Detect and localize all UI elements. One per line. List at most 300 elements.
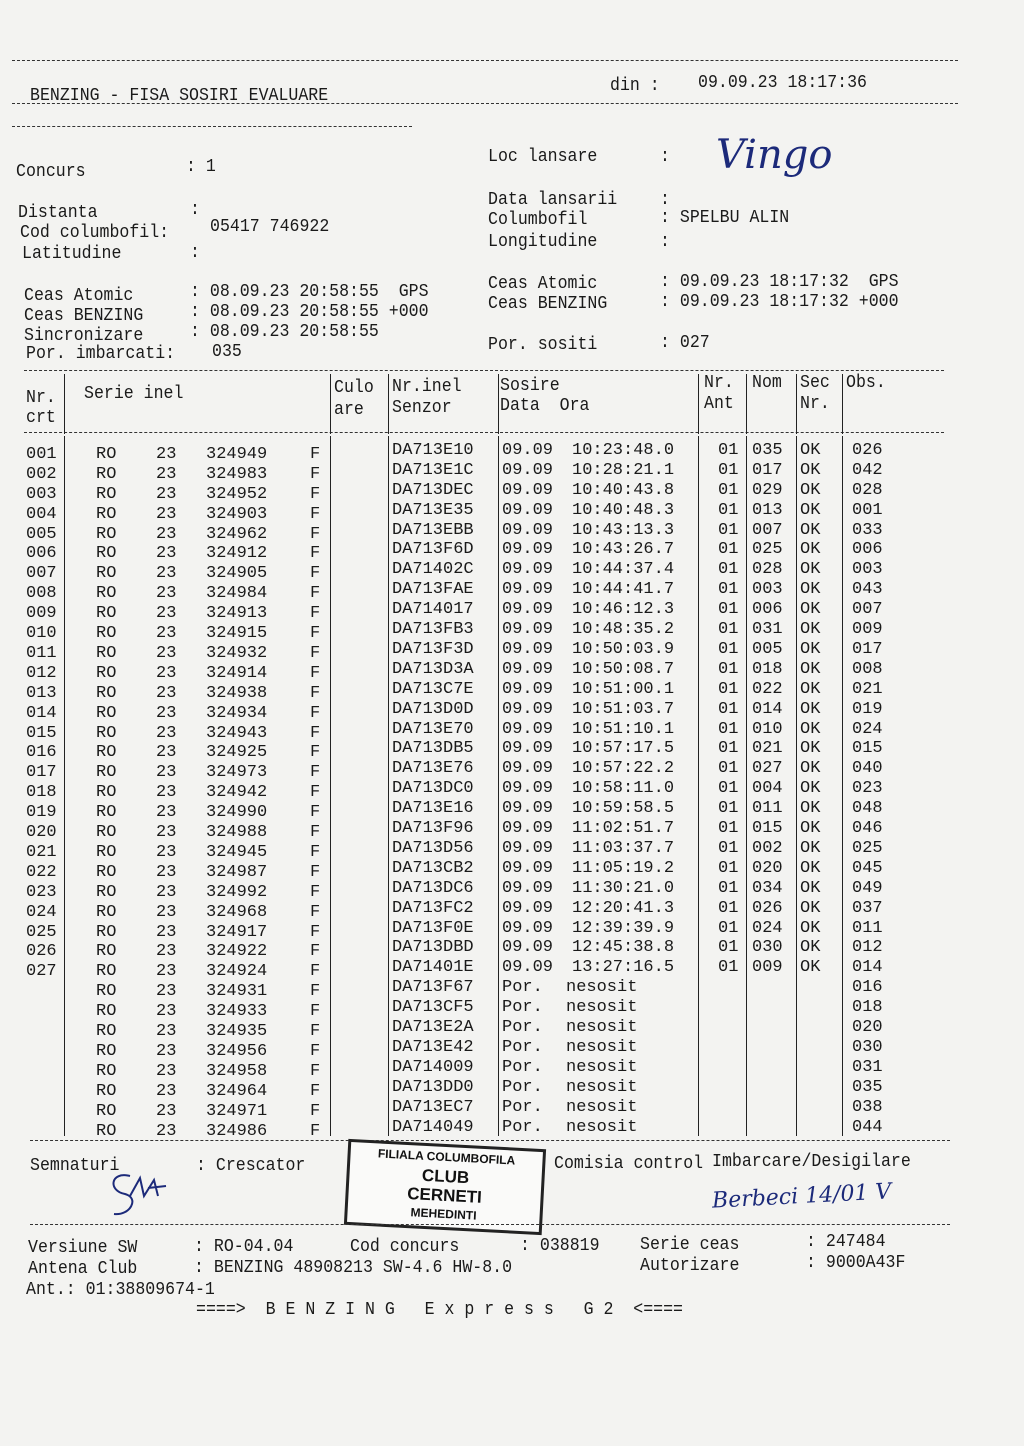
date-label: din : [610,76,660,96]
long-value: : [660,232,670,252]
sensor-id: DA713E76 [392,759,474,778]
arrival-date: 09.09 [502,899,554,918]
cod-label: Cod columbofil: [20,223,170,243]
sex: F [310,604,321,623]
arrival-date: 09.09 [502,759,554,778]
year: 23 [156,763,177,782]
ring-number: 324986 [206,1122,268,1141]
antenna: 01 [718,938,739,957]
sex: F [310,485,321,504]
sensor-id: DA713E2A [392,1018,474,1037]
arrival-time: nesosit [566,1078,638,1097]
sensor-id: DA713F3D [392,640,474,659]
obs: 014 [852,958,883,977]
ring-number: 324913 [206,604,268,623]
stamp-line: CLUB [421,1165,470,1188]
arrival-date: 09.09 [502,700,554,719]
arrival-time: nesosit [566,978,638,997]
autorizare-label: Autorizare [640,1256,740,1276]
obs: 012 [852,938,883,957]
arrival-time: nesosit [566,1098,638,1117]
sex: F [310,644,321,663]
versiune-value: : RO-04.04 [194,1237,294,1257]
sec-status: OK [800,899,821,918]
stamp-line: FILIALA COLUMBOFILA [377,1146,516,1168]
ring-number: 324962 [206,525,268,544]
obs: 009 [852,620,883,639]
sensor-id: DA713FAE [392,580,474,599]
serie-ceas-label: Serie ceas [640,1235,740,1255]
sec-status: OK [800,620,821,639]
nr-crt: 019 [26,803,57,822]
distanta-value: : [190,200,200,220]
club-stamp [344,1139,546,1235]
imbarcati-label: Por. imbarcati: [26,344,176,364]
arrival-date: 09.09 [502,720,554,739]
antenna: 01 [718,560,739,579]
ring-number: 324968 [206,903,268,922]
ring-number: 324915 [206,624,268,643]
arrival-time: 10:43:13.3 [572,521,675,540]
obs: 006 [852,540,883,559]
arrival-date: 09.09 [502,660,554,679]
sex: F [310,544,321,563]
column-divider [746,374,747,434]
country: RO [96,982,117,1001]
sec-status: OK [800,819,821,838]
nr-crt: 011 [26,644,57,663]
ring-number: 324990 [206,803,268,822]
arrival-time: nesosit [566,1038,638,1057]
ring-number: 324992 [206,883,268,902]
obs: 025 [852,839,883,858]
col-sec-nr: Nr. [800,394,830,414]
long-label: Longitudine [488,232,598,252]
ring-number: 324952 [206,485,268,504]
sec-status: OK [800,739,821,758]
col-obs: Obs. [846,373,886,393]
sec-status: OK [800,879,821,898]
year: 23 [156,525,177,544]
arrival-time: 12:39:39.9 [572,919,675,938]
nom: 026 [752,899,783,918]
arrival-date: 09.09 [502,580,554,599]
year: 23 [156,485,177,504]
country: RO [96,465,117,484]
col-senzor: Senzor [392,398,452,418]
obs: 018 [852,998,883,1017]
print-date: 09.09.23 18:17:36 [698,73,867,93]
arrival-date: 09.09 [502,521,554,540]
sex: F [310,783,321,802]
country: RO [96,863,117,882]
arrival-time: 10:23:48.0 [572,441,675,460]
antenna: 01 [718,759,739,778]
divider [30,1140,950,1141]
nr-crt: 026 [26,942,57,961]
comisia-label: Comisia control [554,1154,704,1174]
sensor-id: DA713E70 [392,720,474,739]
column-divider [796,436,797,1136]
year: 23 [156,684,177,703]
sensor-id: DA713DBD [392,938,474,957]
column-divider [498,436,499,1136]
arrival-date: Por. [502,1018,543,1037]
antenna: 01 [718,521,739,540]
ring-number: 324917 [206,923,268,942]
antenna: 01 [718,640,739,659]
nom: 020 [752,859,783,878]
year: 23 [156,544,177,563]
antena-label: Antena Club [28,1259,138,1279]
country: RO [96,564,117,583]
col-serie: Serie inel [84,384,184,404]
sec-status: OK [800,859,821,878]
ceas-atomic-label: Ceas Atomic [24,286,134,306]
sec-status: OK [800,441,821,460]
nom: 004 [752,779,783,798]
sec-status: OK [800,521,821,540]
arrival-time: 10:44:37.4 [572,560,675,579]
nr-crt: 017 [26,763,57,782]
ring-number: 324958 [206,1062,268,1081]
sensor-id: DA713FB3 [392,620,474,639]
arrival-time: 11:03:37.7 [572,839,675,858]
ring-number: 324943 [206,724,268,743]
sec-status: OK [800,501,821,520]
country: RO [96,883,117,902]
sex: F [310,763,321,782]
ring-number: 324956 [206,1042,268,1061]
brand-line: ====> B E N Z I N G E x p r e s s G 2 <==== [196,1300,683,1320]
nr-crt: 027 [26,962,57,981]
country: RO [96,1002,117,1021]
sex: F [310,843,321,862]
obs: 023 [852,779,883,798]
col-ant: Ant [704,394,734,414]
column-divider [64,436,65,1136]
ring-number: 324914 [206,664,268,683]
country: RO [96,724,117,743]
arrival-date: Por. [502,978,543,997]
sex: F [310,624,321,643]
sensor-id: DA714017 [392,600,474,619]
ring-number: 324922 [206,942,268,961]
obs: 003 [852,560,883,579]
sensor-id: DA713CF5 [392,998,474,1017]
sensor-id: DA713DD0 [392,1078,474,1097]
sec-status: OK [800,580,821,599]
year: 23 [156,644,177,663]
ceas-benzing-end-label: Ceas BENZING [488,294,608,314]
ring-number: 324924 [206,962,268,981]
sex: F [310,1062,321,1081]
sex: F [310,883,321,902]
imbarcare-label: Imbarcare/Desigilare [712,1152,911,1172]
country: RO [96,664,117,683]
year: 23 [156,1102,177,1121]
year: 23 [156,863,177,882]
arrival-time: 12:20:41.3 [572,899,675,918]
antenna: 01 [718,461,739,480]
nom: 027 [752,759,783,778]
arrival-date: 09.09 [502,540,554,559]
antenna: 01 [718,779,739,798]
cod-value: 05417 746922 [210,217,330,237]
obs: 038 [852,1098,883,1117]
arrival-time: 10:58:11.0 [572,779,675,798]
arrival-time: 11:02:51.7 [572,819,675,838]
year: 23 [156,564,177,583]
obs: 016 [852,978,883,997]
nom: 025 [752,540,783,559]
arrival-date: 09.09 [502,879,554,898]
nom: 022 [752,680,783,699]
arrival-time: 11:30:21.0 [572,879,675,898]
year: 23 [156,843,177,862]
country: RO [96,962,117,981]
nom: 034 [752,879,783,898]
sex: F [310,823,321,842]
arrival-time: 10:51:00.1 [572,680,675,699]
column-divider [746,436,747,1136]
antenna: 01 [718,739,739,758]
columbofil-value: : SPELBU ALIN [660,208,790,228]
arrival-date: 09.09 [502,501,554,520]
col-sec: Sec [800,373,830,393]
stamp-line: MEHEDINTI [410,1205,477,1223]
arrival-date: 09.09 [502,819,554,838]
year: 23 [156,982,177,1001]
sensor-id: DA713D3A [392,660,474,679]
nom: 029 [752,481,783,500]
country: RO [96,445,117,464]
distanta-label: Distanta [18,203,98,223]
col-nr: Nr. [26,388,56,408]
autorizare-value: : 9000A43F [806,1253,906,1273]
antenna: 01 [718,899,739,918]
nom: 011 [752,799,783,818]
obs: 048 [852,799,883,818]
arrival-date: 09.09 [502,461,554,480]
sensor-id: DA713E16 [392,799,474,818]
ring-number: 324905 [206,564,268,583]
sex: F [310,465,321,484]
arrival-time: 10:43:26.7 [572,540,675,559]
arrival-time: 10:51:03.7 [572,700,675,719]
sensor-id: DA714009 [392,1058,474,1077]
sensor-id: DA713CB2 [392,859,474,878]
arrival-time: 10:50:03.9 [572,640,675,659]
cod-concurs-label: Cod concurs [350,1237,460,1257]
arrival-time: 10:51:10.1 [572,720,675,739]
col-nr-ant: Nr. [704,373,734,393]
arrival-time: nesosit [566,1118,638,1137]
antenna: 01 [718,958,739,977]
arrival-time: nesosit [566,1058,638,1077]
country: RO [96,544,117,563]
nom: 014 [752,700,783,719]
arrival-date: 09.09 [502,739,554,758]
country: RO [96,684,117,703]
nr-crt: 001 [26,445,57,464]
sec-status: OK [800,779,821,798]
year: 23 [156,1122,177,1141]
sex: F [310,525,321,544]
sec-status: OK [800,720,821,739]
arrival-time: 10:57:22.2 [572,759,675,778]
obs: 030 [852,1038,883,1057]
crescator-label: : Crescator [196,1156,306,1176]
nr-crt: 025 [26,923,57,942]
sensor-id: DA713F96 [392,819,474,838]
obs: 033 [852,521,883,540]
obs: 037 [852,899,883,918]
year: 23 [156,624,177,643]
year: 23 [156,604,177,623]
ceas-atomic-end-value: : 09.09.23 18:17:32 GPS [660,272,899,292]
ring-number: 324987 [206,863,268,882]
arrival-date: 09.09 [502,919,554,938]
sex: F [310,1122,321,1141]
year: 23 [156,724,177,743]
arrival-time: 13:27:16.5 [572,958,675,977]
ring-number: 324984 [206,584,268,603]
ring-number: 324934 [206,704,268,723]
year: 23 [156,923,177,942]
col-nom: Nom [752,373,782,393]
sec-status: OK [800,540,821,559]
divider [12,126,412,127]
sec-status: OK [800,600,821,619]
arrival-date: 09.09 [502,560,554,579]
sensor-id: DA713FC2 [392,899,474,918]
nr-crt: 018 [26,783,57,802]
obs: 019 [852,700,883,719]
sensor-id: DA71401E [392,958,474,977]
arrival-time: 10:57:17.5 [572,739,675,758]
sec-status: OK [800,938,821,957]
nom: 028 [752,560,783,579]
obs: 015 [852,739,883,758]
nom: 009 [752,958,783,977]
sec-status: OK [800,560,821,579]
obs: 045 [852,859,883,878]
obs: 040 [852,759,883,778]
concurs-label: Concurs [16,162,86,182]
column-divider [796,374,797,434]
ring-number: 324931 [206,982,268,1001]
antenna-id: Ant.: 01:38809674-1 [26,1280,215,1300]
year: 23 [156,1042,177,1061]
country: RO [96,942,117,961]
obs: 031 [852,1058,883,1077]
column-divider [698,436,699,1136]
lat-label: Latitudine [22,244,122,264]
sec-status: OK [800,958,821,977]
nom: 031 [752,620,783,639]
nr-crt: 008 [26,584,57,603]
columbofil-label: Columbofil [488,210,588,230]
sex: F [310,923,321,942]
arrival-date: 09.09 [502,799,554,818]
arrival-date: Por. [502,1038,543,1057]
year: 23 [156,903,177,922]
nr-crt: 023 [26,883,57,902]
sensor-id: DA713EBB [392,521,474,540]
arrival-date: 09.09 [502,600,554,619]
sensor-id: DA713F0E [392,919,474,938]
breeder-signature [100,1166,170,1222]
arrival-date: 09.09 [502,938,554,957]
sensor-id: DA713E10 [392,441,474,460]
sex: F [310,863,321,882]
nr-crt: 020 [26,823,57,842]
loc-value: Vingo [716,132,833,178]
year: 23 [156,1062,177,1081]
year: 23 [156,445,177,464]
column-divider [330,374,331,434]
sincronizare-label: Sincronizare [24,326,144,346]
arrival-time: 10:46:12.3 [572,600,675,619]
arrival-date: Por. [502,1078,543,1097]
country: RO [96,704,117,723]
nr-crt: 022 [26,863,57,882]
antenna: 01 [718,700,739,719]
sensor-id: DA713E1C [392,461,474,480]
obs: 008 [852,660,883,679]
country: RO [96,1062,117,1081]
nom: 002 [752,839,783,858]
ceas-atomic-value: : 08.09.23 20:58:55 GPS [190,282,429,302]
nr-crt: 009 [26,604,57,623]
sositi-label: Por. sositi [488,335,598,355]
antenna: 01 [718,600,739,619]
imbarcati-value: 035 [212,342,242,362]
year: 23 [156,883,177,902]
sec-status: OK [800,680,821,699]
country: RO [96,1122,117,1141]
nr-crt: 005 [26,525,57,544]
country: RO [96,525,117,544]
sex: F [310,1022,321,1041]
arrival-date: 09.09 [502,680,554,699]
ring-number: 324903 [206,505,268,524]
sec-status: OK [800,461,821,480]
obs: 043 [852,580,883,599]
sex: F [310,743,321,762]
nom: 024 [752,919,783,938]
year: 23 [156,803,177,822]
nr-crt: 012 [26,664,57,683]
column-divider [330,436,331,1136]
arrival-time: 10:50:08.7 [572,660,675,679]
col-culoare: Culo [334,378,374,398]
sensor-id: DA713F67 [392,978,474,997]
ring-number: 324925 [206,743,268,762]
arrival-date: 09.09 [502,640,554,659]
nom: 035 [752,441,783,460]
year: 23 [156,1002,177,1021]
antenna: 01 [718,859,739,878]
ring-number: 324932 [206,644,268,663]
country: RO [96,584,117,603]
obs: 021 [852,680,883,699]
ring-number: 324988 [206,823,268,842]
ring-number: 324912 [206,544,268,563]
ceas-atomic-end-label: Ceas Atomic [488,274,598,294]
nr-crt: 014 [26,704,57,723]
